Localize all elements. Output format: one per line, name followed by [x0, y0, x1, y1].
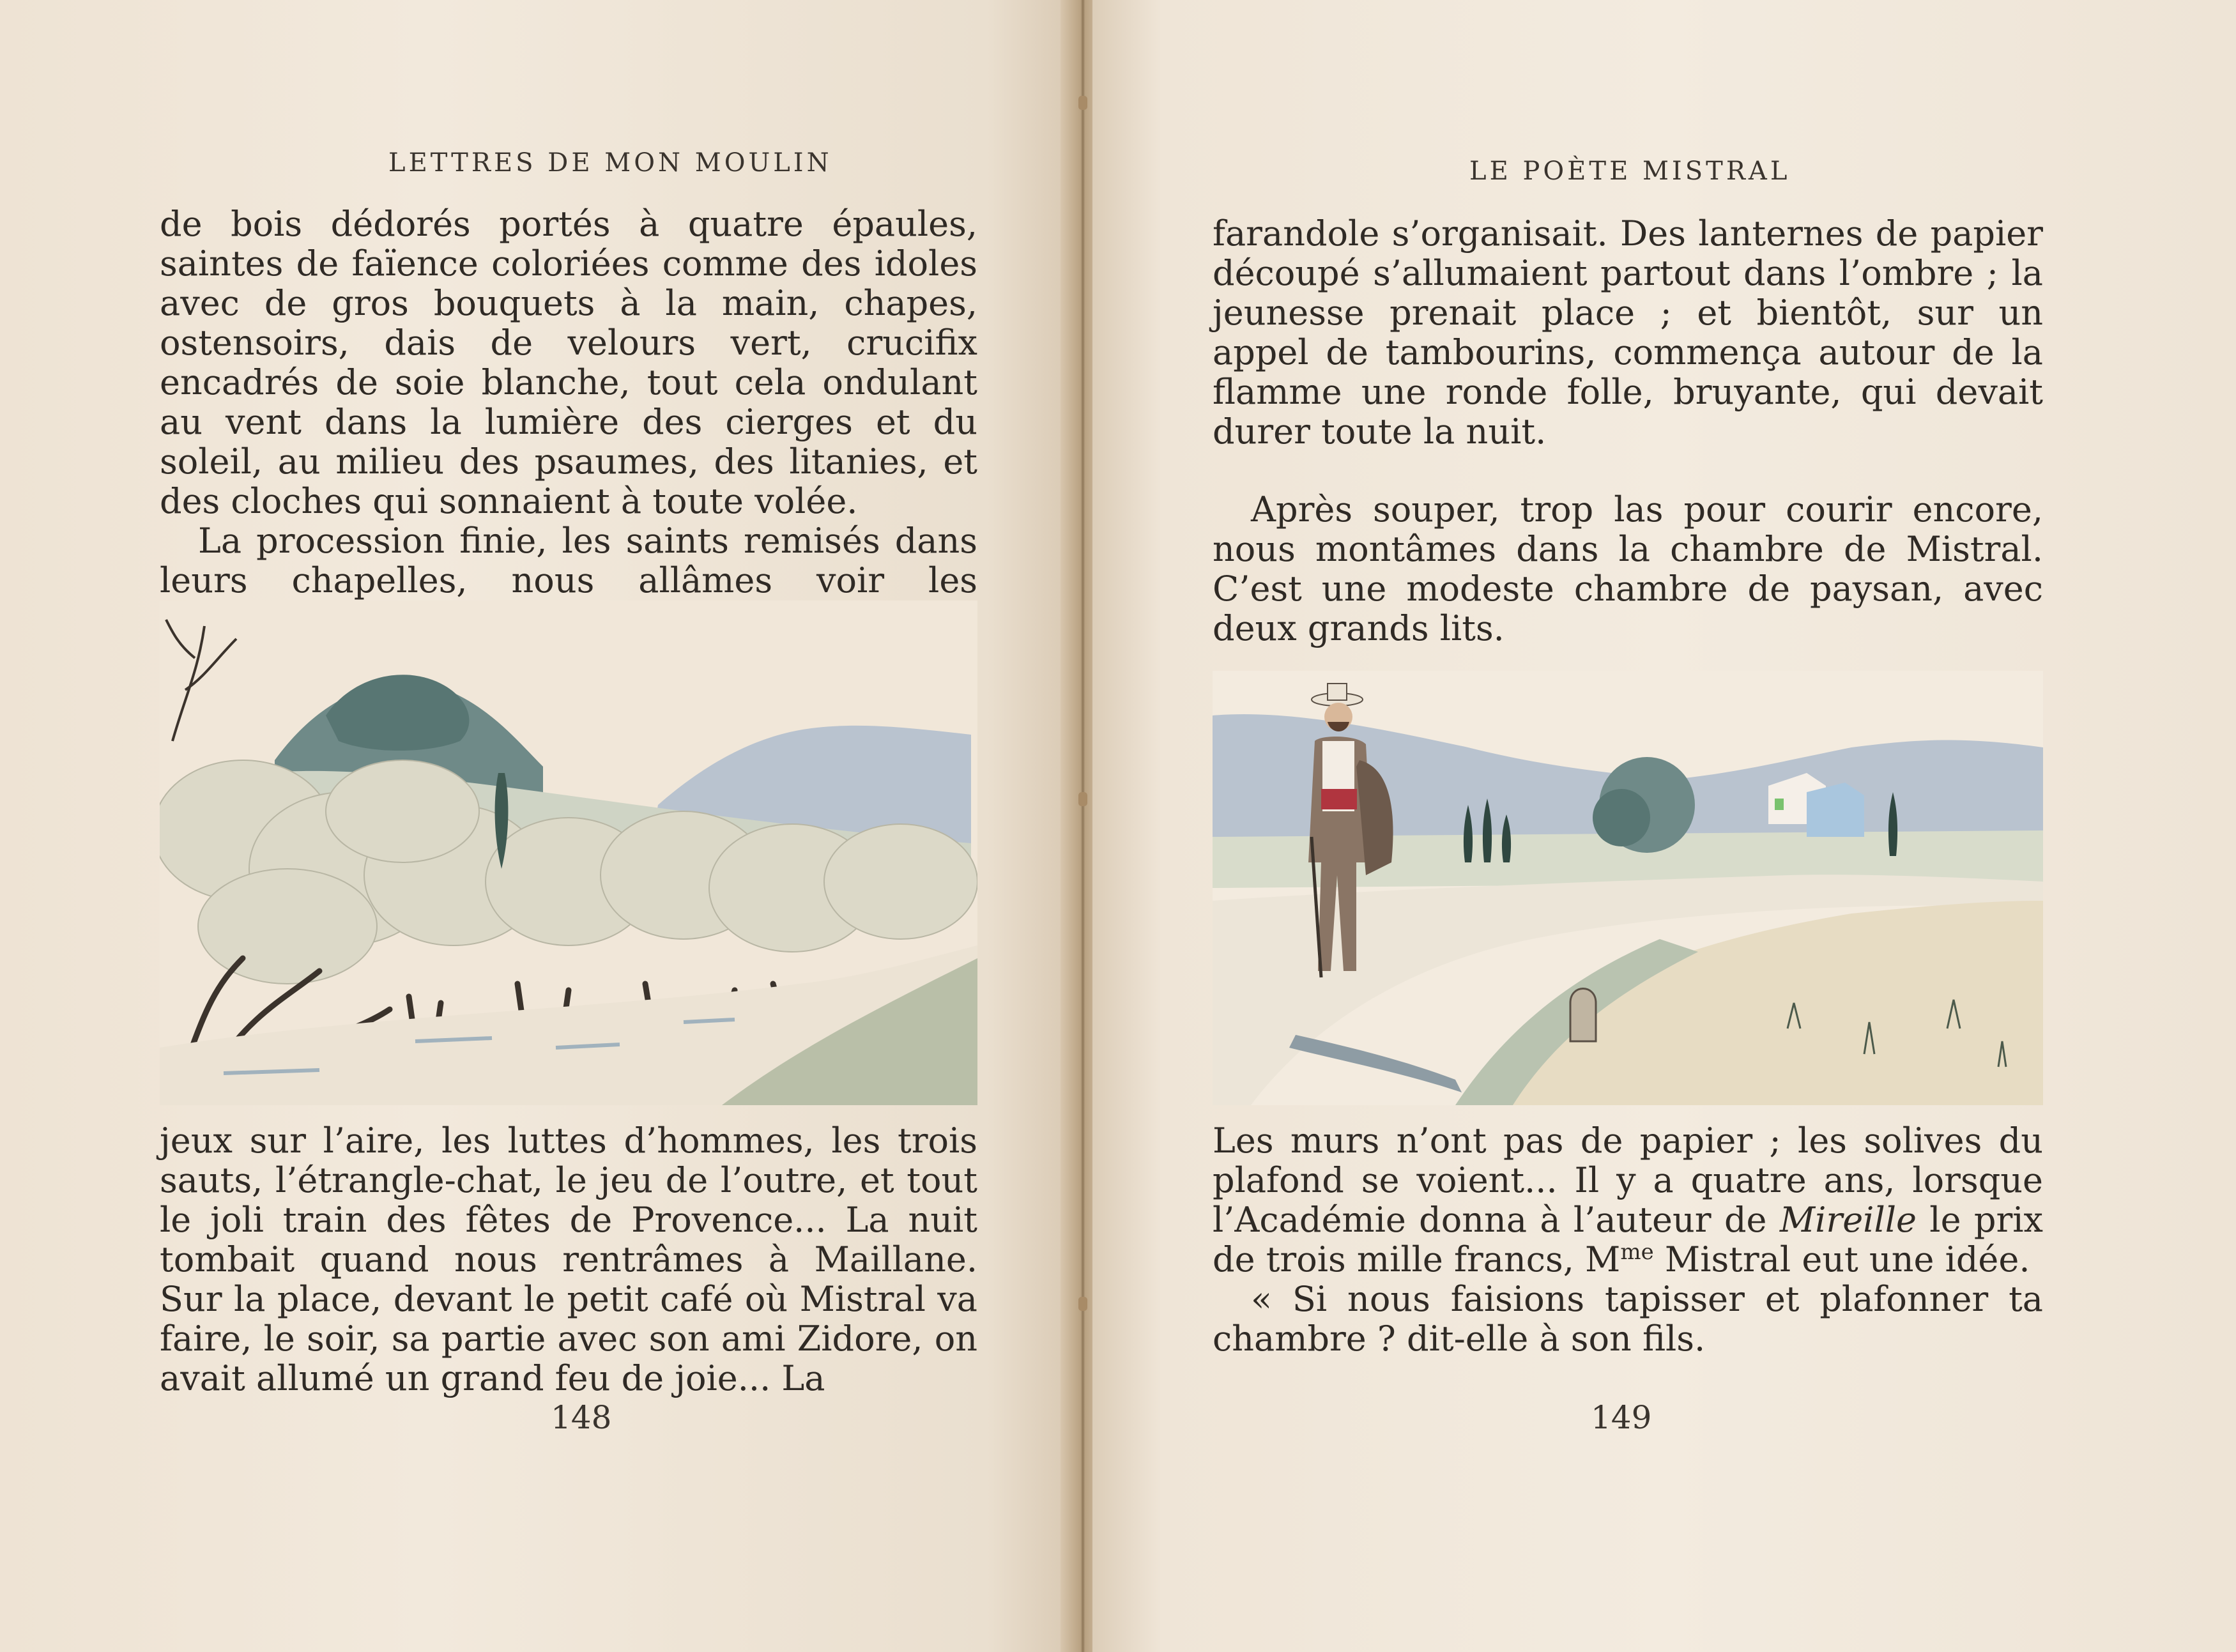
paragraph: de bois dédorés portés à quatre épaules, saintes de faïence coloriées comme des idoles avec de gros bouquets à la main, chapes, ostensoirs, dais de velours vert, crucifix encadrés de soie blanche, tout cela ondulant au vent dans la lumière des cierges et du soleil, au milieu des psaumes, des litanies, et des cloches qui sonnaient à toute volée. [160, 204, 977, 521]
page-number-right: 149 [1591, 1399, 1652, 1436]
text-run: Les murs n’ont pas de papier ; les solives du plafond se voient... Il y a quatre ans, lorsque l’Académie donna à l’auteur de [1213, 1120, 2043, 1240]
running-head-right: LE POÈTE MISTRAL [1469, 157, 1791, 186]
paragraph: jeux sur l’aire, les luttes d’hommes, les trois sauts, l’étrangle-chat, le jeu de l’outre, et tout le joli train des fêtes de Provence... La nuit tombait quand nous rentrâmes à Maillane. Sur la place, devant le petit café où Mistral va faire, le soir, sa partie avec son ami Zidore, on avait allumé un grand feu de joie... La [160, 1120, 977, 1398]
superscript: me [1620, 1239, 1654, 1265]
text-run: Mistral eut une idée. [1653, 1239, 2030, 1280]
right-text-top [1213, 214, 2043, 648]
right-page [1092, 0, 2236, 1652]
binding-stitch [1078, 1297, 1087, 1311]
left-text-top [160, 204, 977, 640]
binding-stitch [1078, 792, 1087, 806]
walking-man-landscape-illustration [1213, 671, 2043, 1105]
running-head-left: LETTRES DE MON MOULIN [388, 148, 832, 178]
right-text-bottom [1213, 1121, 2043, 1359]
binding-stitch [1078, 96, 1087, 110]
paragraph: « Si nous faisions tapisser et plafonner ta chambre ? dit-elle à son fils. [1213, 1279, 2043, 1359]
paragraph: La procession finie, les saints remisés dans leurs chapelles, nous allâmes voir les [160, 521, 977, 600]
left-text-bottom [160, 1121, 977, 1398]
paragraph: farandole s’organisait. Des lanternes de papier découpé s’allumaient partout dans l’ombre ; la jeunesse prenait place ; et bientôt, sur un appel de tambourins, commença autour de la flamme une ronde folle, bruyante, qui devait durer toute la nuit. [1213, 213, 2043, 452]
paragraph [1213, 1121, 2043, 1280]
olive-grove-illustration [160, 600, 977, 1105]
left-page [0, 0, 1073, 1652]
page-number-left: 148 [551, 1399, 612, 1436]
book-title-italic: Mireille [1779, 1200, 1917, 1240]
paragraph: Après souper, trop las pour courir encore, nous montâmes dans la chambre de Mistral. C’est une modeste chambre de paysan, avec deux grands lits. [1213, 489, 2043, 648]
text-run: le prix de trois mille francs, M [1213, 1200, 2044, 1280]
